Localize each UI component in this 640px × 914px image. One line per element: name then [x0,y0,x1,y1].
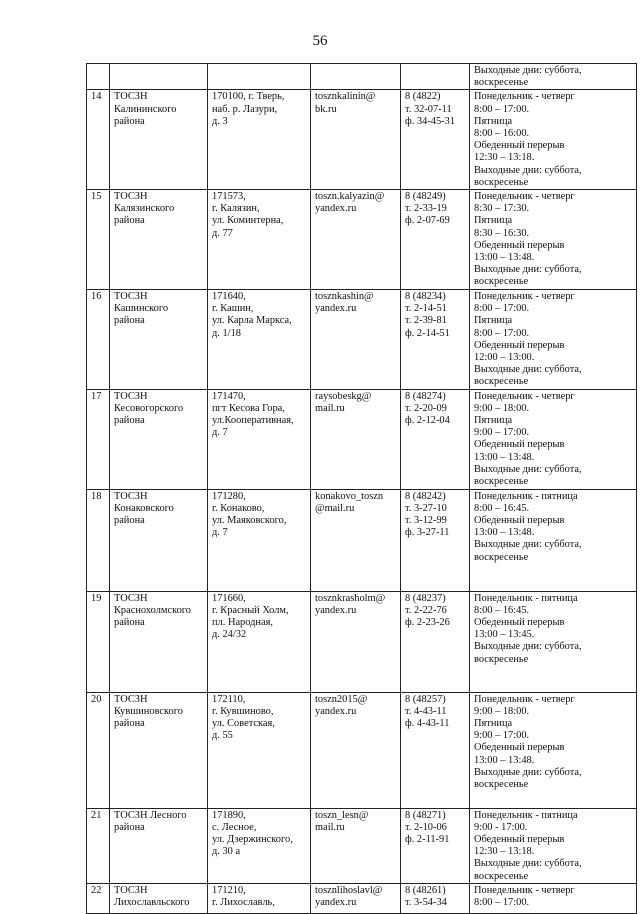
agency-email: konakovo_toszn @mail.ru [311,489,401,591]
agency-hours: Понедельник - пятница 8:00 – 16:45. Обеденный перерыв 13:00 – 13:45. Выходные дни: суббота, воскресенье [470,591,637,692]
agency-hours: Понедельник - пятница 9:00 - 17:00. Обеденный перерыв 12:30 – 13:18. Выходные дни: суббота, воскресенье [470,808,637,883]
agency-name: ТОСЗН Кувшиновского района [110,692,208,808]
agency-phone: 8 (48234) т. 2-14-51 т. 2-39-81 ф. 2-14-51 [401,290,470,390]
agency-name: ТОСЗН Лихославльского [110,883,208,913]
agency-hours: Понедельник - пятница 8:00 – 16:45. Обеденный перерыв 13:00 – 13:48. Выходные дни: суббота, воскресенье [470,489,637,591]
table-row [87,692,637,808]
table-row [87,90,637,190]
agency-phone: 8 (48249) т. 2-33-19 ф. 2-07-69 [401,190,470,290]
agency-hours: Понедельник - четверг 8:00 – 17:00. Пятница 8:00 – 17:00. Обеденный перерыв 12:00 – 13:00. Выходные дни: суббота, воскресенье [470,290,637,390]
agency-name: ТОСЗН Кесовогорского района [110,389,208,489]
table-row [87,190,637,290]
agency-hours: Выходные дни: суббота, воскресенье [470,64,637,90]
row-number: 14 [87,90,110,190]
agency-phone: 8 (48237) т. 2-22-76 ф. 2-23-26 [401,591,470,692]
agency-email: tosznkalinin@ bk.ru [311,90,401,190]
table-row [87,883,637,913]
agency-address: 170100, г. Тверь, наб. р. Лазури, д. 3 [208,90,311,190]
row-number: 15 [87,190,110,290]
agency-name: ТОСЗН Краснохолмского района [110,591,208,692]
row-number: 17 [87,389,110,489]
agency-email: tosznkashin@ yandex.ru [311,290,401,390]
table-row [87,591,637,692]
row-number [87,64,110,90]
agency-hours: Понедельник - четверг 8:30 – 17:30. Пятница 8:30 – 16:30. Обеденный перерыв 13:00 – 13:48. Выходные дни: суббота, воскресенье [470,190,637,290]
row-number: 16 [87,290,110,390]
agency-email: tosznlihoslavl@ yandex.ru [311,883,401,913]
agency-address: 171573, г. Калязин, ул. Коминтерна, д. 77 [208,190,311,290]
page-number: 56 [312,33,328,49]
agency-email: toszn_lesn@ mail.ru [311,808,401,883]
agency-email: toszn.kalyazin@ yandex.ru [311,190,401,290]
agency-address [208,64,311,90]
agency-email: toszn2015@ yandex.ru [311,692,401,808]
agency-address: 171640, г. Кашин, ул. Карла Маркса, д. 1/18 [208,290,311,390]
agency-address: 171280, г. Конаково, ул. Маяковского, д. 7 [208,489,311,591]
agency-address: 171470, пгт Кесова Гора, ул.Кооперативная, д. 7 [208,389,311,489]
agency-address: 171890, с. Лесное, ул. Дзержинского, д. 30 а [208,808,311,883]
agency-phone: 8 (48271) т. 2-10-06 ф. 2-11-91 [401,808,470,883]
agency-phone [401,64,470,90]
agency-name: ТОСЗН Лесного района [110,808,208,883]
agency-email: raysobeskg@ mail.ru [311,389,401,489]
agency-address: 172110, г. Кувшиново, ул. Советская, д. 55 [208,692,311,808]
agency-name: ТОСЗН Кашинского района [110,290,208,390]
table-row [87,290,637,390]
agency-hours: Понедельник - четверг 9:00 – 18:00. Пятница 9:00 – 17:00. Обеденный перерыв 13:00 – 13:48. Выходные дни: суббота, воскресенье [470,389,637,489]
agency-name: ТОСЗН Конаковского района [110,489,208,591]
row-number: 21 [87,808,110,883]
table-row [87,389,637,489]
agency-name [110,64,208,90]
agency-email: tosznkrasholm@ yandex.ru [311,591,401,692]
agency-phone: 8 (4822) т. 32-07-11 ф. 34-45-31 [401,90,470,190]
agency-phone: 8 (48242) т. 3-27-10 т. 3-12-99 ф. 3-27-11 [401,489,470,591]
row-number: 22 [87,883,110,913]
agency-phone: 8 (48261) т. 3-54-34 [401,883,470,913]
table-row [87,808,637,883]
row-number: 19 [87,591,110,692]
row-number: 20 [87,692,110,808]
table-row [87,64,637,90]
agency-hours: Понедельник - четверг 9:00 – 18:00. Пятница 9:00 – 17:00. Обеденный перерыв 13:00 – 13:48. Выходные дни: суббота, воскресенье [470,692,637,808]
agency-name: ТОСЗН Калязинского района [110,190,208,290]
agency-name: ТОСЗН Калининского района [110,90,208,190]
agency-phone: 8 (48257) т. 4-43-11 ф. 4-43-11 [401,692,470,808]
agency-address: 171210, г. Лихославль, [208,883,311,913]
agency-phone: 8 (48274) т. 2-20-09 ф. 2-12-04 [401,389,470,489]
agency-hours: Понедельник - четверг 8:00 – 17:00. Пятница 8:00 – 16:00. Обеденный перерыв 12:30 – 13:18. Выходные дни: суббота, воскресенье [470,90,637,190]
agency-hours: Понедельник - четверг 8:00 – 17:00. [470,883,637,913]
agency-address: 171660, г. Красный Холм, пл. Народная, д. 24/32 [208,591,311,692]
contacts-table [86,63,637,914]
table-row [87,489,637,591]
row-number: 18 [87,489,110,591]
agency-email [311,64,401,90]
